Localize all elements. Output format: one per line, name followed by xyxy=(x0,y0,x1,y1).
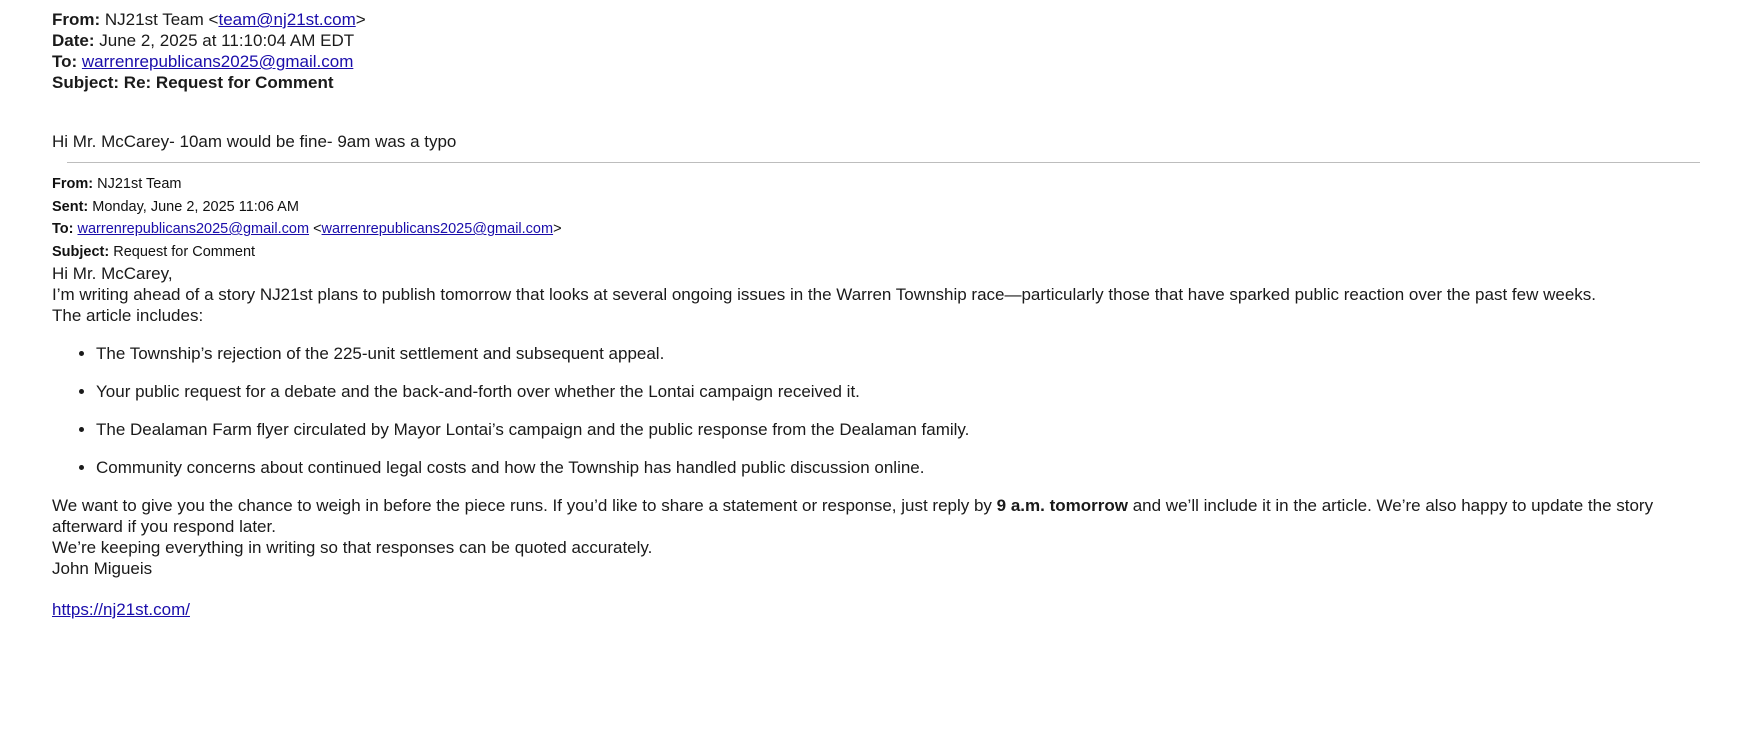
list-item: • Your public request for a debate and the back-and-forth over whether the Lontai campaign received it. xyxy=(96,381,1714,402)
signature: John Migueis xyxy=(52,559,153,578)
fwd-sent-value: Monday, June 2, 2025 11:06 AM xyxy=(92,198,299,215)
subject-label: Subject: xyxy=(52,73,120,92)
from-email-link[interactable]: team@nj21st.com xyxy=(218,10,356,29)
header-from-line: From: NJ21st Team <team@nj21st.com> xyxy=(52,10,366,29)
fwd-subject-value: Request for Comment xyxy=(113,243,256,260)
to-email-link[interactable]: warrenrepublicans2025@gmail.com xyxy=(81,52,354,71)
fwd-to-email-link[interactable]: warrenrepublicans2025@gmail.com xyxy=(77,221,310,237)
list-item: • The Township’s rejection of the 225-unit settlement and subsequent appeal. xyxy=(96,343,1714,364)
deadline-bold: 9 a.m. tomorrow xyxy=(996,496,1128,515)
message-body xyxy=(52,263,1714,620)
from-name: NJ21st Team xyxy=(104,10,204,29)
list-item: • The Dealaman Farm flyer circulated by Mayor Lontai’s campaign and the public response from the Dealaman family. xyxy=(96,419,1714,440)
fwd-from-value: NJ21st Team xyxy=(97,176,182,192)
reply-text: Hi Mr. McCarey- 10am would be fine- 9am was a typo xyxy=(52,132,457,151)
header-subject-line xyxy=(52,72,1714,93)
writing-note: We’re keeping everything in writing so that responses can be quoted accurately. xyxy=(52,538,653,557)
fwd-sent-label: Sent: xyxy=(52,198,89,215)
from-label: From: xyxy=(52,10,101,29)
date-value: June 2, 2025 at 11:10:04 AM EDT xyxy=(99,31,355,50)
header-to-line xyxy=(52,51,1714,72)
deadline-text-before: We want to give you the chance to weigh in before the piece runs. If you’d like to share a statement or response, just reply by xyxy=(52,496,992,515)
article-items-list xyxy=(52,343,1714,478)
fwd-from-label: From: xyxy=(52,176,94,192)
fwd-sent-line xyxy=(52,196,1714,219)
fwd-to-email-link-2[interactable]: warrenrepublicans2025@gmail.com xyxy=(321,221,554,237)
fwd-subject-line xyxy=(52,241,1714,264)
quote-divider xyxy=(67,162,1700,163)
intro-paragraph: I’m writing ahead of a story NJ21st plans to publish tomorrow that looks at several ongoing issues in the Warren Township race—particularly those that have sparked public reaction over the past few weeks. xyxy=(52,285,1597,304)
fwd-from-line xyxy=(52,173,1714,196)
website-link[interactable]: https://nj21st.com/ xyxy=(52,600,190,619)
subject-value: Re: Request for Comment xyxy=(123,73,334,92)
deadline-paragraph xyxy=(52,495,1714,537)
date-label: Date: xyxy=(52,31,95,50)
greeting: Hi Mr. McCarey, xyxy=(52,264,173,283)
deadline-text-after: and we’ll include it in the article. We’re also happy to update the story afterward if you respond later. xyxy=(52,496,1654,536)
header-date-line xyxy=(52,30,1714,51)
fwd-to-label: To: xyxy=(52,221,74,237)
website-line xyxy=(52,599,1714,620)
list-item: • Community concerns about continued legal costs and how the Township has handled public discussion online. xyxy=(96,457,1714,478)
to-label: To: xyxy=(52,52,78,71)
fwd-to-line: To: warrenrepublicans2025@gmail.com <warrenrepublicans2025@gmail.com> xyxy=(52,221,562,237)
includes-label: The article includes: xyxy=(52,306,204,325)
fwd-subject-label: Subject: xyxy=(52,243,110,260)
forwarded-header xyxy=(52,173,1714,263)
email-header xyxy=(52,9,1714,93)
